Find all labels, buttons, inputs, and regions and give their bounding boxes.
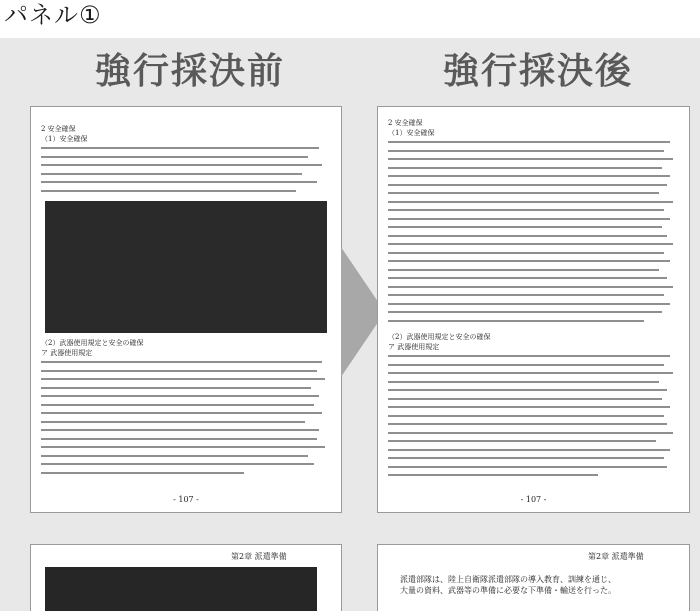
doc-text-block <box>41 361 331 480</box>
doc-subheading: ア 武器使用規定 <box>388 343 440 351</box>
title-after: 強行採決後 <box>442 51 633 92</box>
redacted-block <box>45 567 317 611</box>
doc-subheading: （1）安全確保 <box>388 129 435 137</box>
doc-text-block <box>388 141 679 328</box>
doc-text-line: 派遣部隊は、陸上自衛隊派遣部隊の導入教育、訓練を通じ、 <box>400 575 616 584</box>
document-before <box>30 106 342 513</box>
document-after <box>377 106 690 513</box>
doc-text-block <box>388 355 679 483</box>
page-number: - 107 - <box>520 495 547 504</box>
doc-subheading: （2）武器使用規定と安全の確保 <box>41 339 144 347</box>
title-before: 強行採決前 <box>94 51 285 92</box>
doc-heading: 2 安全確保 <box>388 119 423 127</box>
document-after-page2 <box>377 544 690 611</box>
page-number: - 107 - <box>173 495 199 504</box>
redacted-block <box>45 201 327 333</box>
doc-subheading: （2）武器使用規定と安全の確保 <box>388 333 491 341</box>
doc-text-line: 大量の資料、武器等の準備に必要な下準備・輸送を行った。 <box>400 586 616 595</box>
panel-label: パネル① <box>4 1 102 29</box>
doc-heading: 2 安全確保 <box>41 125 76 133</box>
document-before-page2 <box>30 544 342 611</box>
doc-text-block <box>41 147 331 198</box>
chapter-heading: 第2章 派遣準備 <box>231 552 287 561</box>
chapter-heading: 第2章 派遣準備 <box>588 552 644 561</box>
doc-subheading: ア 武器使用規定 <box>41 349 93 357</box>
doc-subheading: （1）安全確保 <box>41 135 88 143</box>
